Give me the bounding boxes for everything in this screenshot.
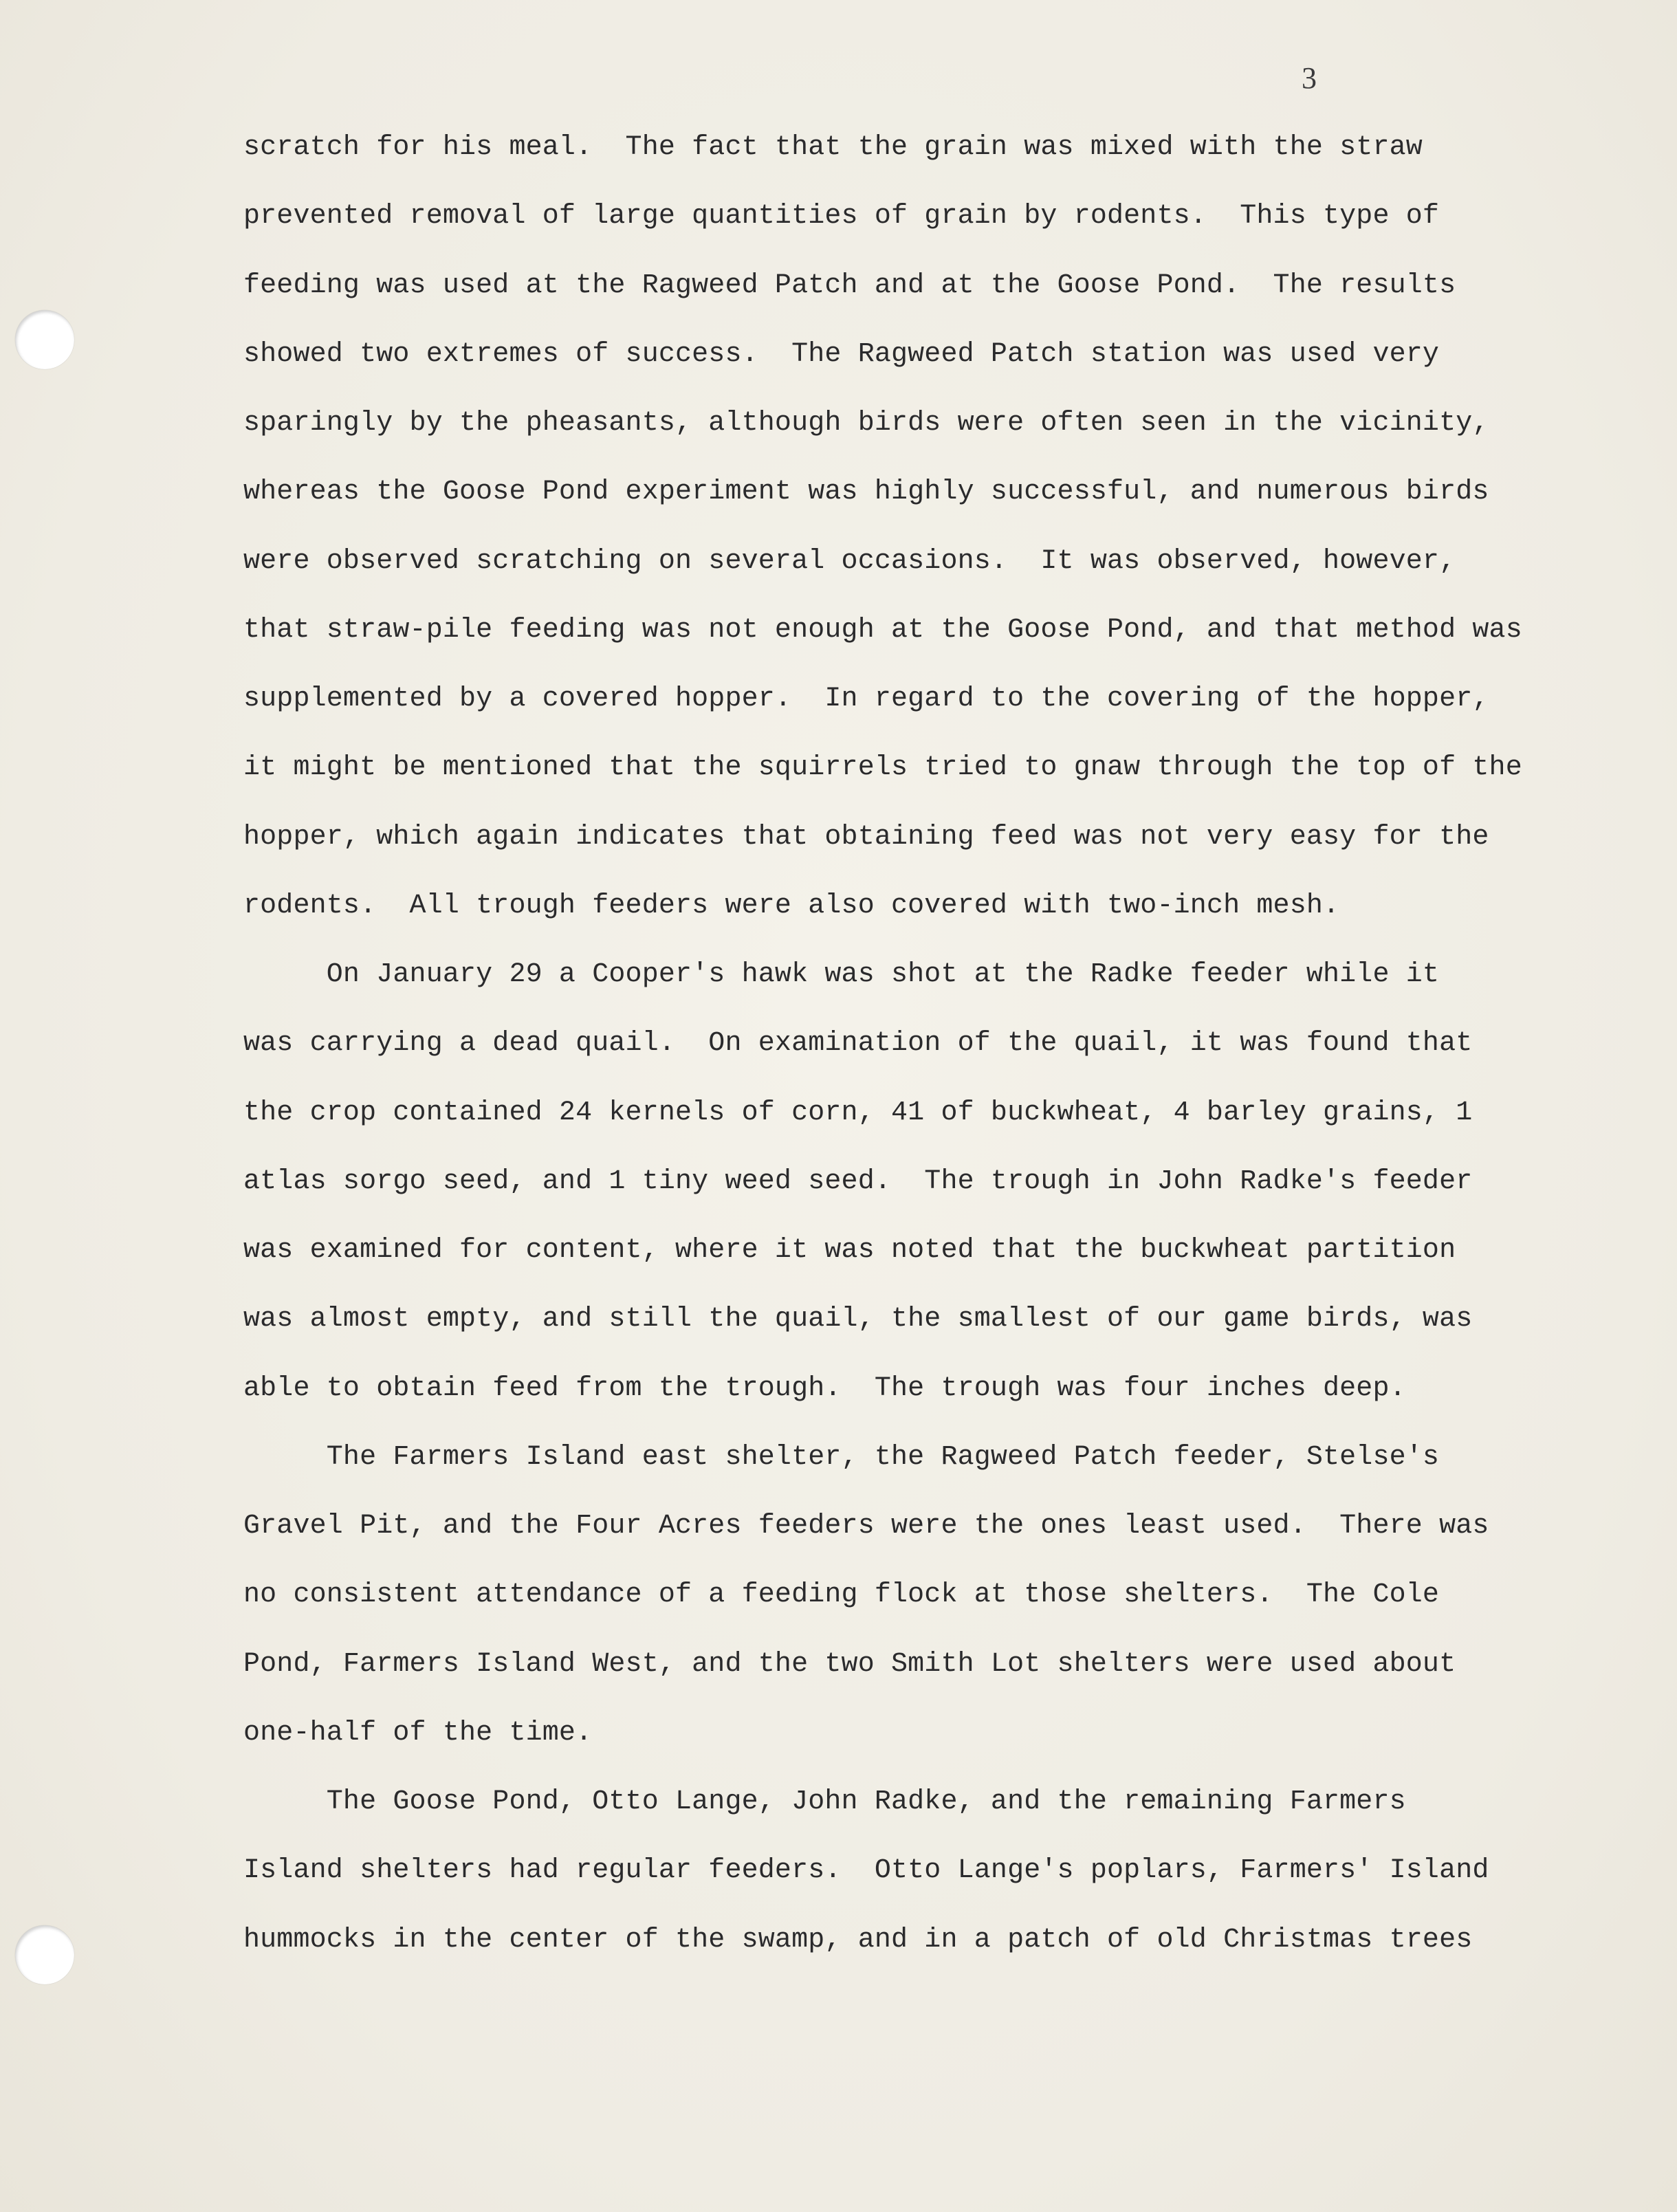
text-line: no consistent attendance of a feeding flock at those shelters. The Cole [243, 1579, 1440, 1611]
text-line: was examined for content, where it was noted that the buckwheat partition [243, 1235, 1456, 1266]
text-line: sparingly by the pheasants, although birds were often seen in the vicinity, [243, 408, 1489, 439]
text-line: was carrying a dead quail. On examination of the quail, it was found that [243, 1028, 1473, 1060]
text-line: that straw-pile feeding was not enough at the Goose Pond, and that method was [243, 614, 1522, 646]
text-line: Gravel Pit, and the Four Acres feeders were the ones least used. There was [243, 1511, 1489, 1542]
punch-hole-top [15, 310, 74, 369]
text-line: rodents. All trough feeders were also covered with two-inch mesh. [243, 890, 1340, 921]
page-number: 3 [1302, 61, 1317, 95]
text-line: Island shelters had regular feeders. Otto Lange's poplars, Farmers' Island [243, 1855, 1489, 1887]
text-line: showed two extremes of success. The Ragweed Patch station was used very [243, 338, 1440, 370]
punch-hole-bottom [15, 1925, 74, 1984]
text-line: prevented removal of large quantities of grain by rodents. This type of [243, 201, 1440, 232]
text-line: feeding was used at the Ragweed Patch and at the Goose Pond. The results [243, 270, 1456, 301]
text-line: scratch for his meal. The fact that the grain was mixed with the straw [243, 132, 1423, 163]
text-line: it might be mentioned that the squirrels tried to gnaw through the top of the [243, 752, 1522, 784]
text-line: Pond, Farmers Island West, and the two Smith Lot shelters were used about [243, 1648, 1456, 1680]
text-line: The Farmers Island east shelter, the Ragweed Patch feeder, Stelse's [243, 1441, 1440, 1473]
text-line: were observed scratching on several occasions. It was observed, however, [243, 545, 1456, 577]
text-line: the crop contained 24 kernels of corn, 41 of buckwheat, 4 barley grains, 1 [243, 1097, 1473, 1128]
text-line: whereas the Goose Pond experiment was highly successful, and numerous birds [243, 477, 1489, 508]
text-line: able to obtain feed from the trough. The trough was four inches deep. [243, 1372, 1406, 1404]
text-line: On January 29 a Cooper's hawk was shot at the Radke feeder while it [243, 959, 1440, 990]
body-text [243, 124, 1577, 1985]
text-line: atlas sorgo seed, and 1 tiny weed seed. The trough in John Radke's feeder [243, 1165, 1473, 1197]
text-line: hopper, which again indicates that obtaining feed was not very easy for the [243, 821, 1489, 853]
text-line: one-half of the time. [243, 1717, 593, 1749]
text-line: was almost empty, and still the quail, the smallest of our game birds, was [243, 1304, 1473, 1335]
text-line: The Goose Pond, Otto Lange, John Radke, and the remaining Farmers [243, 1786, 1406, 1817]
text-line: hummocks in the center of the swamp, and in a patch of old Christmas trees [243, 1924, 1473, 1956]
text-line: supplemented by a covered hopper. In regard to the covering of the hopper, [243, 683, 1489, 714]
